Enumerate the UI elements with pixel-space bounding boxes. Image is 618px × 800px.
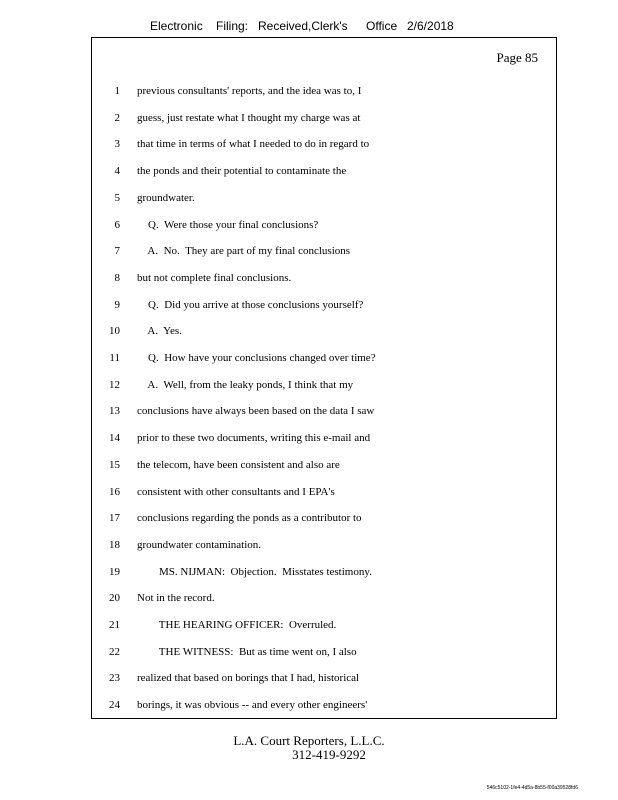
line-text: groundwater. [137, 191, 195, 204]
line-number: 21 [109, 619, 120, 631]
transcript-line [92, 428, 556, 448]
filing-header [0, 19, 618, 37]
line-number: 8 [114, 271, 120, 284]
line-number: 23 [109, 672, 120, 685]
transcript-line [92, 348, 556, 368]
line-text: but not complete final conclusions. [137, 271, 292, 284]
filing-header-office: Office [366, 19, 398, 33]
court-reporter-phone: 312-419-9292 [292, 747, 366, 762]
line-number: 18 [109, 538, 120, 551]
document-id: 546c5102-1fe4-4d5a-8b55-f00a39528fd6 [486, 785, 578, 791]
line-number: 2 [114, 111, 120, 124]
line-text: consistent with other consultants and I EPA's [137, 485, 335, 498]
line-number: 17 [109, 512, 120, 525]
line-number: 24 [109, 699, 120, 712]
line-text: Q. Did you arrive at those conclusions yourself? [137, 298, 364, 311]
transcript-line [92, 401, 556, 421]
transcript-line [92, 375, 556, 395]
transcript-line [92, 642, 556, 662]
transcript-line [92, 321, 556, 341]
transcript-line [92, 668, 556, 688]
line-number: 7 [114, 245, 120, 258]
transcript-line [92, 134, 556, 154]
transcript-page [91, 37, 557, 719]
line-number: 15 [109, 458, 120, 471]
filing-header-filing: Filing: [216, 19, 249, 33]
transcript-line [92, 241, 556, 261]
transcript-line [92, 562, 556, 582]
line-text: A. No. They are part of my final conclusions [137, 245, 351, 258]
line-number: 5 [114, 191, 120, 204]
transcript-line [92, 188, 556, 208]
transcript-line [92, 108, 556, 128]
line-text: the telecom, have been consistent and also are [137, 458, 340, 471]
line-text: the ponds and their potential to contaminate the [137, 165, 347, 178]
line-text: conclusions regarding the ponds as a contributor to [137, 512, 362, 525]
line-number: 13 [109, 405, 120, 418]
line-text: prior to these two documents, writing this e-mail and [137, 432, 371, 445]
court-reporter-phone-wrap [0, 747, 618, 763]
line-text: Not in the record. [137, 592, 215, 605]
line-text: A. Well, from the leaky ponds, I think that my [137, 378, 354, 391]
transcript-line [92, 215, 556, 235]
line-number: 11 [109, 352, 120, 364]
court-reporter-name: L.A. Court Reporters, L.L.C. [233, 733, 385, 748]
transcript-line [92, 508, 556, 528]
transcript-line [92, 588, 556, 608]
line-text: THE WITNESS: But as time went on, I also [137, 645, 357, 658]
line-number: 6 [114, 218, 120, 231]
line-text: guess, just restate what I thought my charge was at [137, 111, 361, 124]
page-number: Page 85 [496, 50, 538, 65]
transcript-line [92, 295, 556, 315]
line-text: conclusions have always been based on the data I saw [137, 405, 375, 418]
transcript-line [92, 81, 556, 101]
transcript-line [92, 535, 556, 555]
line-number: 10 [109, 325, 120, 338]
line-number: 1 [114, 85, 120, 97]
line-number: 9 [114, 298, 120, 311]
line-text: MS. NIJMAN: Objection. Misstates testimony. [137, 565, 372, 578]
line-text: A. Yes. [137, 325, 182, 338]
line-number: 14 [109, 432, 120, 445]
line-text: THE HEARING OFFICER: Overruled. [137, 619, 337, 631]
line-text: Q. How have your conclusions changed over time? [137, 352, 376, 364]
transcript-line [92, 268, 556, 288]
line-number: 12 [109, 378, 120, 391]
filing-header-received: Received,Clerk's [258, 19, 348, 33]
transcript-line [92, 482, 556, 502]
line-number: 3 [114, 138, 120, 151]
line-number: 20 [109, 592, 120, 605]
line-number: 19 [109, 565, 120, 578]
transcript-line [92, 695, 556, 715]
line-text: Q. Were those your final conclusions? [137, 218, 319, 231]
line-text: previous consultants' reports, and the idea was to, I [137, 85, 362, 97]
line-text: groundwater contamination. [137, 538, 262, 551]
filing-header-electronic: Electronic [150, 19, 203, 33]
line-text: that time in terms of what I needed to do in regard to [137, 138, 370, 151]
line-text: borings, it was obvious -- and every other engineers' [137, 699, 368, 712]
transcript-line [92, 455, 556, 475]
transcript-line [92, 161, 556, 181]
line-number: 4 [114, 165, 120, 178]
transcript-line [92, 615, 556, 635]
line-text: realized that based on borings that I had, historical [137, 672, 360, 685]
line-number: 16 [109, 485, 120, 498]
filing-header-date: 2/6/2018 [407, 19, 454, 33]
line-number: 22 [109, 645, 120, 658]
